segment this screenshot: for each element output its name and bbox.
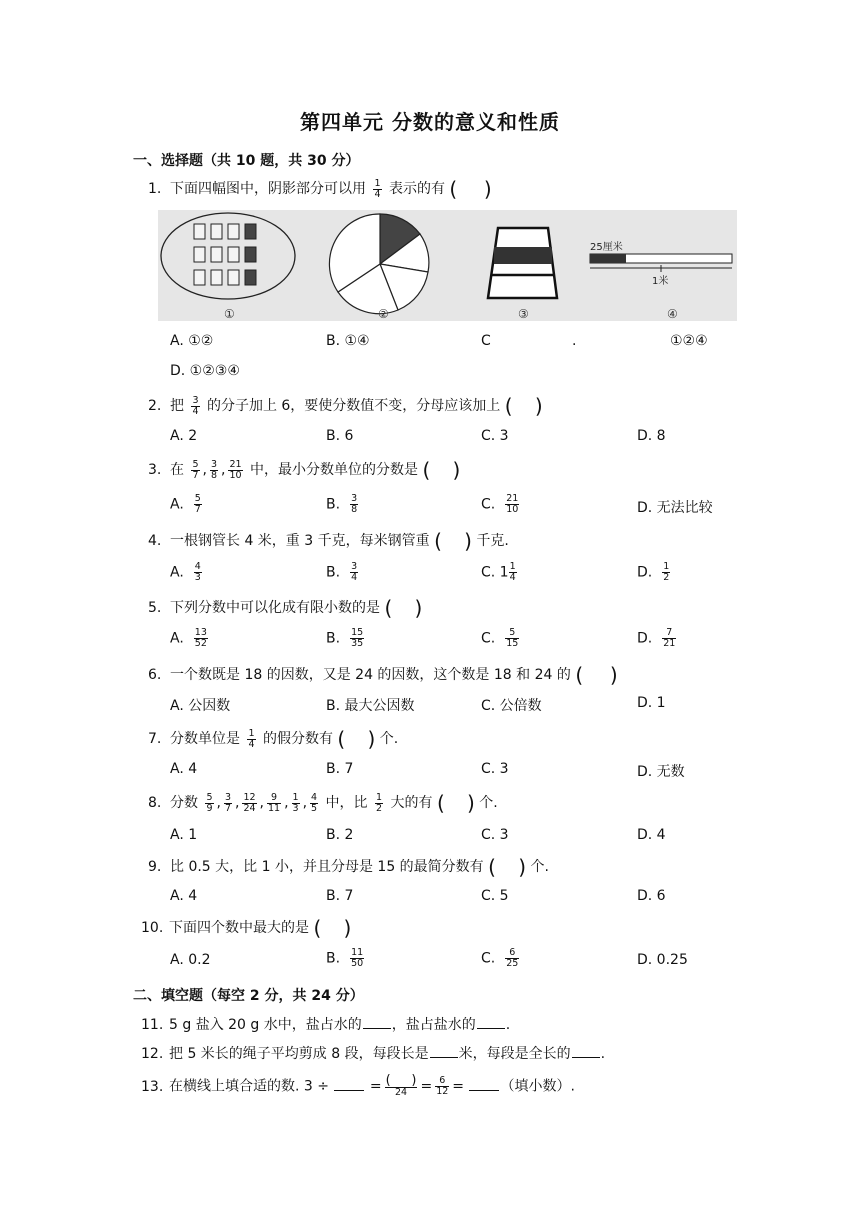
- question-13: 13. 在横线上填合适的数. 3 ÷ = $\frac{( )}{24}$ = $\frac{6}{12}$ = （填小数）.: [141, 1073, 575, 1098]
- answer-blank[interactable]: [430, 1057, 458, 1058]
- q5-option-d[interactable]: D. $\frac{7}{21}$: [637, 627, 676, 649]
- q4-option-c[interactable]: C. 1 $\frac{1}{4}$: [481, 561, 516, 583]
- q8-option-b[interactable]: B. 2: [326, 827, 354, 843]
- cube-grid: [194, 224, 256, 285]
- q5-option-a[interactable]: A. $\frac{13}{52}$: [170, 627, 207, 649]
- trapezoid-figure: [488, 228, 557, 298]
- sector-figure: [329, 214, 428, 314]
- bar-figure: [590, 240, 732, 287]
- answer-blank[interactable]: [363, 1028, 391, 1029]
- q8-option-d[interactable]: D. 4: [637, 827, 666, 843]
- q7-option-d[interactable]: D. 无数: [637, 764, 685, 780]
- q1-option-b[interactable]: B. ①④: [326, 333, 370, 349]
- question-9: 9. 比 0.5 大，比 1 小，并且分母是 15 的最简分数有 ( ) 个.: [148, 855, 549, 879]
- figure-svg: [158, 210, 737, 321]
- q10-option-d[interactable]: D. 0.25: [637, 952, 688, 968]
- q4-option-b[interactable]: B. $\frac{3}{4}$: [326, 561, 358, 583]
- q8-option-a[interactable]: A. 1: [170, 827, 198, 843]
- figure-mark-2: ②: [378, 307, 389, 321]
- q3-option-c[interactable]: C. $\frac{21}{10}$: [481, 493, 519, 515]
- q10-option-b[interactable]: B. $\frac{11}{50}$: [326, 947, 364, 969]
- q1-option-c-letter[interactable]: C: [481, 333, 491, 349]
- label-25cm: 25厘米: [590, 242, 623, 253]
- q5-option-b[interactable]: B. $\frac{15}{35}$: [326, 627, 364, 649]
- q3-option-d[interactable]: D. 无法比较: [637, 500, 713, 516]
- q9-option-c[interactable]: C. 5: [481, 888, 509, 904]
- question-2: 2. 把 $\frac{3}{4}$ 的分子加上 6，要使分数值不变，分母应该加上 ( ): [148, 394, 543, 418]
- section-heading-fill: 二、填空题（每空 2 分，共 24 分）: [133, 988, 364, 1004]
- question-5: 5. 下列分数中可以化成有限小数的是 ( ): [148, 596, 423, 620]
- q10-option-a[interactable]: A. 0.2: [170, 952, 211, 968]
- q6-option-a[interactable]: A. 公因数: [170, 698, 231, 714]
- q2-option-c[interactable]: C. 3: [481, 428, 509, 444]
- q7-option-a[interactable]: A. 4: [170, 761, 198, 777]
- q1-option-c-value[interactable]: ①②④: [670, 333, 708, 349]
- q4-option-d[interactable]: D. $\frac{1}{2}$: [637, 561, 670, 583]
- q6-option-c[interactable]: C. 公倍数: [481, 698, 542, 714]
- answer-blank[interactable]: [477, 1028, 505, 1029]
- question-1-figure: [158, 210, 737, 321]
- q5-option-c[interactable]: C. $\frac{5}{15}$: [481, 627, 519, 649]
- label-1m: 1米: [652, 276, 669, 287]
- q6-option-b[interactable]: B. 最大公因数: [326, 698, 415, 714]
- q3-option-a[interactable]: A. $\frac{5}{7}$: [170, 493, 201, 515]
- q7-option-b[interactable]: B. 7: [326, 761, 354, 777]
- section-heading-choice: 一、选择题（共 10 题，共 30 分）: [133, 153, 360, 169]
- question-10: 10. 下面四个数中最大的是 ( ): [141, 916, 352, 940]
- fraction: $\frac{1}{4}$: [374, 177, 381, 200]
- q1-option-a[interactable]: A. ①②: [170, 333, 214, 349]
- q2-option-b[interactable]: B. 6: [326, 428, 354, 444]
- q10-option-c[interactable]: C. $\frac{6}{25}$: [481, 947, 519, 969]
- figure-mark-3: ③: [518, 307, 529, 321]
- q2-option-d[interactable]: D. 8: [637, 428, 666, 444]
- question-4: 4. 一根钢管长 4 米，重 3 千克，每米钢管重 ( ) 千克.: [148, 529, 509, 553]
- q9-option-d[interactable]: D. 6: [637, 888, 666, 904]
- q3-option-b[interactable]: B. $\frac{3}{8}$: [326, 493, 358, 515]
- fraction: $\frac{3}{4}$: [192, 394, 199, 417]
- q6-option-d[interactable]: D. 1: [637, 695, 666, 711]
- q7-option-c[interactable]: C. 3: [481, 761, 509, 777]
- q2-option-a[interactable]: A. 2: [170, 428, 198, 444]
- answer-blank[interactable]: [572, 1057, 600, 1058]
- q8-option-c[interactable]: C. 3: [481, 827, 509, 843]
- q9-option-b[interactable]: B. 7: [326, 888, 354, 904]
- question-7: 7. 分数单位是 $\frac{1}{4}$ 的假分数有 ( ) 个.: [148, 727, 399, 751]
- answer-blank[interactable]: [469, 1090, 499, 1091]
- figure-mark-4: ④: [667, 307, 678, 321]
- figure-mark-1: ①: [224, 307, 235, 321]
- q1-option-c-dot: .: [572, 333, 577, 349]
- question-8: 8. 分数 $\frac{5}{9}$ , $\frac{3}{7}$ , $\frac{12}{24}$ , $\frac{9}{11}$ , $\frac{1}{3}$ , $\frac{4}{5}$ 中，比 $\frac{1}{2}$ 大的有 ( ) 个.: [148, 791, 498, 815]
- question-12: 12. 把 5 米长的绳子平均剪成 8 段，每段长是 米，每段是全长的 .: [141, 1046, 606, 1062]
- page-title: 第四单元 分数的意义和性质: [300, 110, 560, 134]
- q4-option-a[interactable]: A. $\frac{4}{3}$: [170, 561, 201, 583]
- question-6: 6. 一个数既是 18 的因数，又是 24 的因数，这个数是 18 和 24 的 ( ): [148, 663, 618, 687]
- question-1: 1. 下面四幅图中，阴影部分可以用 $\frac{1}{4}$ 表示的有 ( ): [148, 177, 492, 201]
- q1-option-d[interactable]: D. ①②③④: [170, 363, 240, 379]
- q9-option-a[interactable]: A. 4: [170, 888, 198, 904]
- answer-blank[interactable]: [334, 1090, 364, 1091]
- question-11: 11. 5 g 盐入 20 g 水中，盐占水的 ，盐占盐水的 .: [141, 1017, 511, 1033]
- question-3: 3. 在 $\frac{5}{7}$ , $\frac{3}{8}$ , $\frac{21}{10}$ 中，最小分数单位的分数是 ( ): [148, 458, 461, 482]
